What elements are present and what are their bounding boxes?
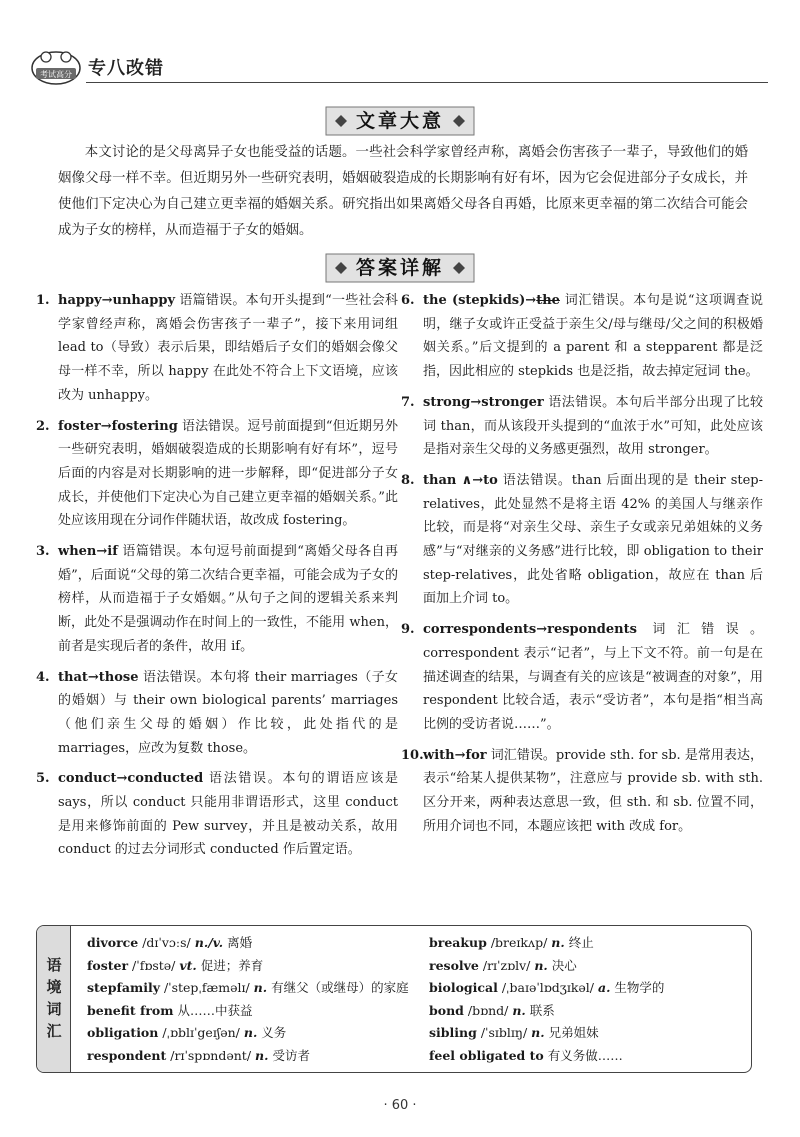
page-category-title: 专八改错: [88, 58, 164, 79]
vocab-meaning: 受访者: [268, 1047, 310, 1063]
answer-number: 1.: [36, 293, 50, 308]
vocab-ipa: /ˈstepˌfæməlɪ/: [159, 980, 254, 995]
vocab-ipa: /rɪˈspɒndənt/: [166, 1047, 256, 1063]
answer-item: [36, 666, 398, 761]
svg-text:考试高分: 考试高分: [40, 70, 72, 79]
answer-correction: with→for: [423, 747, 487, 763]
vocab-pos: n.: [255, 1047, 269, 1063]
answer-number: 6.: [401, 293, 415, 308]
answer-number: 9.: [401, 622, 415, 638]
vocab-ipa: /ˌɒblɪˈgeɪʃən/: [158, 1025, 244, 1040]
summary-paragraph: 本文讨论的是父母离异子女也能受益的话题。一些社会科学家曾经声称，离婚会伤害孩子一辈子，导致他们的婚姻像父母一样不幸。但近期另外一些研究表明，婚姻破裂造成的长期影响有好有坏，因为它会促进部分子女成长，并使他们下定决心为自己建立更幸福的婚姻关系。研究指出如果离婚父母各自再婚，比原来更幸福的第二次结合可能会成为子女的榜样，从而造福于子女的婚姻。: [58, 145, 748, 238]
vocabulary-label: 语 境 词 汇: [46, 956, 62, 1040]
answer-number: 2.: [36, 418, 50, 434]
answer-explanation: 语法错误。逗号前面提到“但近期另外一些研究表明，婚姻破裂造成的长期影响有好有坏”，逗号后面的内容是对长期影响的进一步解释，即“促进部分子女成长，并使他们下定决心为自己建立更幸福的婚姻关系。”此处应该用现在分词作伴随状语，故改成 fostering。: [58, 418, 398, 529]
vocab-pos: n.: [531, 1025, 545, 1040]
vocab-pos: n.: [512, 1002, 526, 1018]
answer-explanation: 语法错误。本句将 their marriages（子女的婚姻）与 their own biological parents’ marriages（他们亲生父母的婚姻）作比较，此处指代的是 marriages，应改为复数 those。: [58, 669, 398, 756]
answer-item: [36, 289, 398, 408]
vocab-meaning: 终止: [564, 935, 594, 950]
vocab-pos: n.: [243, 1025, 258, 1040]
answer-number: 3.: [36, 544, 50, 560]
answer-item: [401, 289, 763, 384]
vocabulary-box: [36, 925, 752, 1073]
vocab-word: respondent: [87, 1047, 167, 1063]
vocab-meaning: 促进；养育: [196, 957, 264, 973]
vocab-word: stepfamily: [87, 980, 160, 995]
vocab-meaning: 联系: [525, 1002, 555, 1018]
vocab-pos: vt.: [179, 957, 197, 973]
vocab-entry: [429, 1022, 749, 1045]
vocab-entry: [429, 1000, 749, 1023]
vocab-word: resolve: [429, 957, 479, 973]
answer-item: [401, 469, 763, 611]
summary-banner: [325, 104, 475, 138]
vocabulary-left-column: [87, 932, 427, 1067]
vocabulary-right-column: [429, 932, 749, 1067]
vocab-word: obligation: [87, 1025, 159, 1040]
answer-number: 5.: [36, 771, 50, 787]
answer-correction: conduct→conducted: [58, 771, 204, 787]
vocab-ipa: /ˌbaɪəˈlɒdʒɪkəl/: [497, 980, 598, 995]
answer-item: [401, 618, 763, 737]
answer-item: [36, 540, 398, 659]
vocab-meaning: 决心: [547, 957, 577, 973]
answer-item: [36, 767, 398, 862]
vocab-word: divorce: [87, 935, 139, 950]
page-number: · 60 ·: [383, 1098, 417, 1113]
vocab-meaning: 有继父（或继母）的家庭: [267, 980, 409, 995]
vocab-meaning: 生物学的: [610, 980, 665, 995]
page-header: [30, 48, 770, 88]
vocab-pos: n.: [253, 980, 268, 995]
answers-right-column: [401, 289, 763, 845]
vocab-entry: [87, 1045, 427, 1068]
vocab-entry: [87, 1000, 427, 1023]
vocab-entry: [429, 955, 749, 978]
answer-item: [401, 744, 763, 839]
answer-deleted-word: the: [536, 293, 560, 308]
answers-banner: [325, 251, 475, 285]
vocab-word: feel obligated to: [429, 1047, 544, 1063]
vocab-word: benefit from: [87, 1002, 174, 1018]
vocab-ipa: /dɪˈvɔːs/: [138, 935, 195, 950]
answer-explanation: 词汇错误。correspondent 表示“记者”，与上下文不符。前一句是在描述调查的结果，与调查有关的应该是“被调查的对象”，用 respondent 比较合适，表示“受访者”，本句是指“相当高比例的受访者说……”。: [423, 622, 763, 732]
vocab-pos: n.: [534, 957, 548, 973]
answer-correction: strong→stronger: [423, 394, 544, 410]
answer-number: 10.: [401, 747, 424, 763]
vocab-ipa: /rɪˈzɒlv/: [478, 957, 535, 973]
vocab-entry: [87, 932, 427, 955]
answer-correction: foster→fostering: [58, 418, 178, 434]
answer-explanation: 语篇错误。本句逗号前面提到“离婚父母各自再婚”，后面说“父母的第二次结合更幸福，可能会成为子女的榜样，从而造福于子女婚姻。”从句子之间的逻辑关系来判断，此处不是强调动作在时间上的一致性，不能用 when，前者是实现后者的条件，故用 if。: [58, 544, 398, 654]
vocab-pos: a.: [598, 980, 611, 995]
vocab-meaning: 离婚: [223, 935, 253, 950]
vocab-word: bond: [429, 1002, 464, 1018]
vocab-meaning: 从……中获益: [177, 1002, 253, 1018]
answer-explanation: 语法错误。本句后半部分出现了比较词 than，而从该段开头提到的“血浓于水”可知，此处应该是指对亲生父母的义务感更强烈，故用 stronger。: [423, 394, 763, 458]
vocab-entry: [87, 1022, 427, 1045]
vocab-ipa: /ˈfɒstə/: [128, 957, 180, 973]
answer-correction: happy→unhappy: [58, 293, 176, 308]
vocab-meaning: 兄弟姐妹: [544, 1025, 599, 1040]
vocab-entry: [429, 1045, 749, 1068]
vocab-word: sibling: [429, 1025, 477, 1040]
vocab-ipa: /bɒnd/: [463, 1002, 513, 1018]
answer-explanation: 语篇错误。本句开头提到“一些社会科学家曾经声称，离婚会伤害孩子一辈子”，接下来用词组 lead to（导致）表示后果，即结婚后子女们的婚姻会像父母一样不幸，所以 happy 在此处不符合上下文语境，应该改为 unhappy。: [58, 293, 398, 403]
answer-explanation: 语法错误。than 后面出现的是 their step-relatives，此处显然不是将主语 42% 的美国人与继亲作比较，而是将“对亲生父母、亲生子女或亲兄弟姐妹的义务感”与“对继亲的义务感”进行比较，即 obligation to their step-relatives，此处省略 obligation，故应在 than 后面加上介词 to。: [423, 472, 764, 607]
answer-correction: that→those: [58, 669, 139, 685]
answer-number: 4.: [36, 669, 50, 685]
vocab-pos: n./v.: [194, 935, 224, 950]
answer-item: [36, 415, 398, 534]
answer-correction: when→if: [58, 544, 118, 560]
vocab-entry: [429, 932, 749, 955]
answer-explanation: 词汇错误。本句是说“这项调查说明，继子女或许正受益于亲生父/母与继母/父之间的积极婚姻关系。”后文提到的 a parent 和 a stepparent 都是泛指，因此相应的 stepkids 也是泛指，故去掉定冠词 the。: [423, 293, 763, 380]
answer-correction: than ∧→to: [423, 472, 498, 488]
vocab-ipa: /ˈsɪblɪŋ/: [476, 1025, 532, 1040]
answer-explanation: 语法错误。本句的谓语应该是 says，所以 conduct 只能用非谓语形式，这里 conduct 是用来修饰前面的 Pew survey，并且是被动关系，故用 conduct 的过去分词形式 conducted 作后置定语。: [58, 771, 398, 858]
vocab-word: foster: [87, 957, 129, 973]
vocab-entry: [87, 955, 427, 978]
vocab-meaning: 义务: [257, 1025, 287, 1040]
vocab-meaning: 有义务做……: [547, 1047, 623, 1063]
vocab-pos: n.: [551, 935, 565, 950]
vocab-entry: [87, 977, 427, 1000]
vocab-ipa: /breɪkʌp/: [486, 935, 552, 950]
answer-correction: the (stepkids)→: [423, 293, 537, 308]
answer-number: 8.: [401, 472, 415, 488]
answer-correction: correspondents→respondents: [423, 622, 637, 638]
summary-title: 文章大意: [355, 110, 444, 132]
header-divider: [86, 82, 768, 83]
vocab-word: breakup: [429, 935, 487, 950]
vocab-entry: [429, 977, 749, 1000]
answers-left-column: [36, 289, 398, 869]
answer-explanation: 词汇错误。provide sth. for sb. 是常用表达，表示“给某人提供某物”，注意应与 provide sb. with sth. 区分开来，两种表达意思一致，但 sth. 和 sb. 位置不同，所用介词也不同，本题应该把 with 改成 for。: [423, 747, 763, 834]
answers-title: 答案详解: [355, 257, 444, 279]
series-logo: [30, 48, 82, 86]
vocab-word: biological: [429, 980, 498, 995]
vocabulary-sidebar: [37, 926, 71, 1072]
answer-item: [401, 391, 763, 462]
answer-number: 7.: [401, 394, 415, 410]
